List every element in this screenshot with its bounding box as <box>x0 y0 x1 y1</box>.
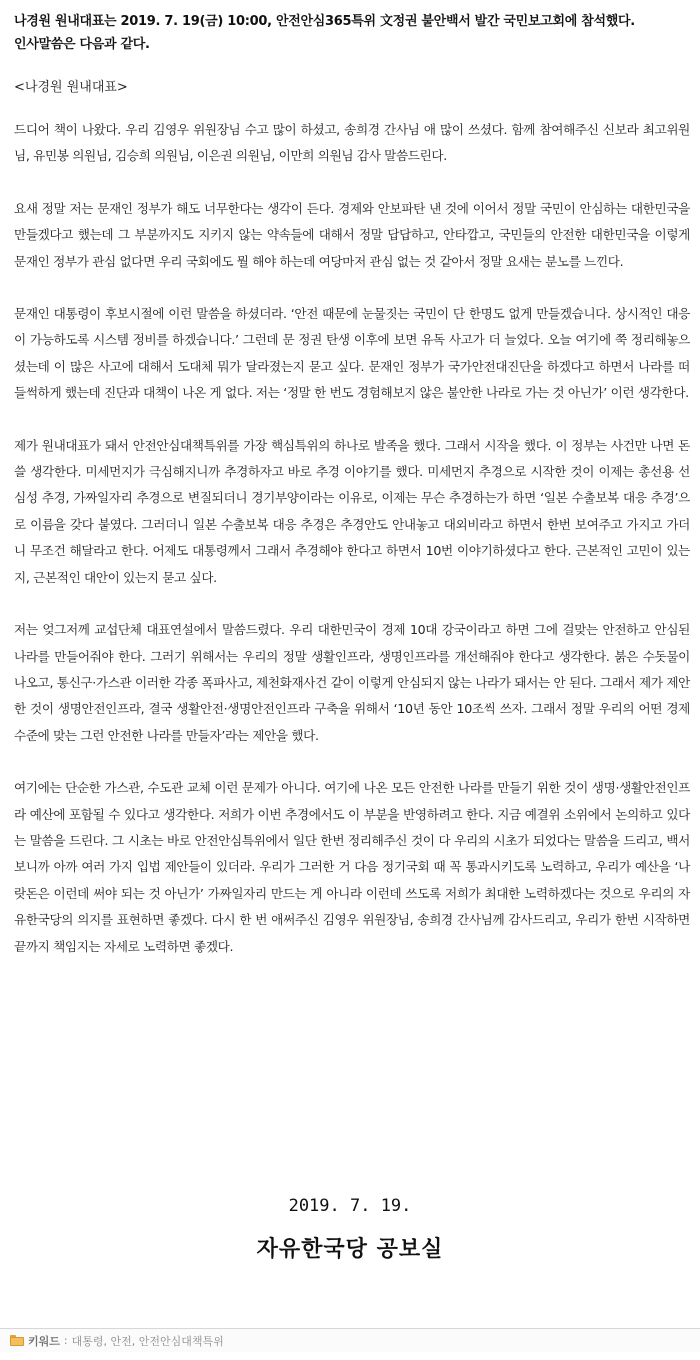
keyword-separator: : <box>63 1334 68 1347</box>
keyword-bar <box>0 1328 700 1352</box>
intro-text <box>14 10 690 56</box>
paragraph-5: 저는 엊그저께 교섭단체 대표연설에서 말씀드렸다. 우리 대한민국이 경제 10대 강국이라고 하면 그에 걸맞는 안전하고 안심된 나라를 만들어줘야 한다. 그러기 위해서는 우리의 정말 생활인프라, 생명인프라를 개선해줘야 한다고 생각한다. 붉은 수돗물이 나오고, 통신구·가스관 이러한 각종 폭파사고, 제천화재사건 같이 이렇게 안심되지 않는 나라가 돼서는 안 된다. 그래서 제가 제안한 것이 생명안전인프라, 결국 생활안전·생명안전인프라 구축을 위해서 ‘10년 동안 10조씩 쓰자. 그래서 정말 우리의 어떤 경제수준에 맞는 그런 안전한 나라를 만들자’라는 제안을 했다. <box>14 622 690 743</box>
intro-line-1: 나경원 원내대표는 2019. 7. 19(금) 10:00, 안전안심365특위 文정권 불안백서 발간 국민보고회에 참석했다. <box>14 14 635 29</box>
keyword-list[interactable]: 대통령, 안전, 안전안심대책특위 <box>71 1334 224 1348</box>
paragraph-6: 여기에는 단순한 가스관, 수도관 교체 이런 문제가 아니다. 여기에 나온 모든 안전한 나라를 만들기 위한 것이 생명·생활안전인프라 예산에 포함될 수 있다고 생각한다. 저희가 이번 추경에서도 이 부분을 반영하려고 한다. 지금 예결위 소위에서 논의하고 있다는 말씀을 드린다. 그 시초는 바로 안전안심특위에서 일단 한번 정리해주신 것이 다 우리의 시초가 되었다는 말씀을 드리고, 백서 보니까 아까 여러 가지 입법 제안들이 있더라. 우리가 그러한 거 다음 정기국회 때 꼭 통과시키도록 노력하고, 우리가 예산을 ‘나랏돈은 이런데 써야 되는 것 아닌가’ 가짜일자리 만드는 게 아니라 이런데 쓰도록 저희가 최대한 노력하겠다는 것으로 우리의 자유한국당의 의지를 표현하면 좋겠다. 다시 한 번 애써주신 김영우 위원장님, 송희경 간사님께 감사드리고, 우리가 한번 시작하면 끝까지 책임지는 자세로 노력하면 좋겠다. <box>14 780 690 954</box>
intro-line-2: 인사말씀은 다음과 같다. <box>14 37 150 52</box>
speaker-heading: <나경원 원내대표> <box>14 80 128 95</box>
folder-icon <box>10 1335 24 1346</box>
document-body <box>14 10 690 986</box>
release-date: 2019. 7. 19. <box>288 1196 412 1216</box>
paragraph-3: 문재인 대통령이 후보시절에 이런 말씀을 하셨더라. ‘안전 때문에 눈물짓는 국민이 단 한명도 없게 만들겠습니다. 상시적인 대응이 가능하도록 시스템 정비를 하겠습니다.’ 그런데 문 정권 탄생 이후에 보면 유독 사고가 더 늘었다. 오늘 여기에 쭉 정리해놓으셨는데 이 많은 사고에 대해서 도대체 뭐가 달라졌는지 묻고 싶다. 문재인 정부가 국가안전대진단을 하겠다고 하면서 나라를 떠들썩하게 했는데 진단과 대책이 나온 게 없다. 저는 ‘정말 한 번도 경험해보지 않은 불안한 나라로 가는 것 아닌가’ 이런 생각한다. <box>14 306 690 401</box>
paragraph-1: 드디어 책이 나왔다. 우리 김영우 위원장님 수고 많이 하셨고, 송희경 간사님 애 많이 쓰셨다. 함께 참여해주신 신보라 최고위원님, 유민봉 의원님, 김승희 의원님, 이은권 의원님, 이만희 의원님 감사 말씀드린다. <box>14 122 690 164</box>
paragraph-2: 요새 정말 저는 문재인 정부가 해도 너무한다는 생각이 든다. 경제와 안보파탄 낸 것에 이어서 정말 국민이 안심하는 대한민국을 만들겠다고 했는데 그 부분까지도 지키지 않는 약속들에 대해서 정말 답답하고, 안타깝고, 국민들의 안전한 대한민국을 이렇게 문재인 정부가 관심 없다면 우리 국회에도 뭘 해야 하는데 여당마저 관심 없는 것 같아서 정말 요새는 분노를 느낀다. <box>14 200 690 269</box>
paragraph-4: 제가 원내대표가 돼서 안전안심대책특위를 가장 핵심특위의 하나로 발족을 했다. 그래서 시작을 했다. 이 정부는 사건만 나면 돈 쓸 생각한다. 미세먼지가 극심해지니까 추경하자고 바로 추경 이야기를 했다. 미세먼지 추경으로 시작한 것이 이제는 총선용 선심성 추경, 가짜일자리 추경으로 변질되더니 경기부양이라는 이유로, 이제는 무슨 추경하는가 하면 ‘일본 수출보복 대응 추경’으로 이름을 갖다 붙였다. 그러더니 일본 수출보복 대응 추경은 추경안도 안내놓고 대외비라고 하면서 한번 보여주고 가지고 가더니 무조건 해달라고 한다. 어제도 대통령께서 그래서 추경해야 한다고 하면서 10번 이야기하셨다고 한다. 근본적인 고민이 있는지, 근본적인 대안이 있는지 묻고 싶다. <box>14 437 690 585</box>
keyword-label: 키워드 <box>28 1334 60 1348</box>
issuing-office: 자유한국당 공보실 <box>256 1237 444 1262</box>
